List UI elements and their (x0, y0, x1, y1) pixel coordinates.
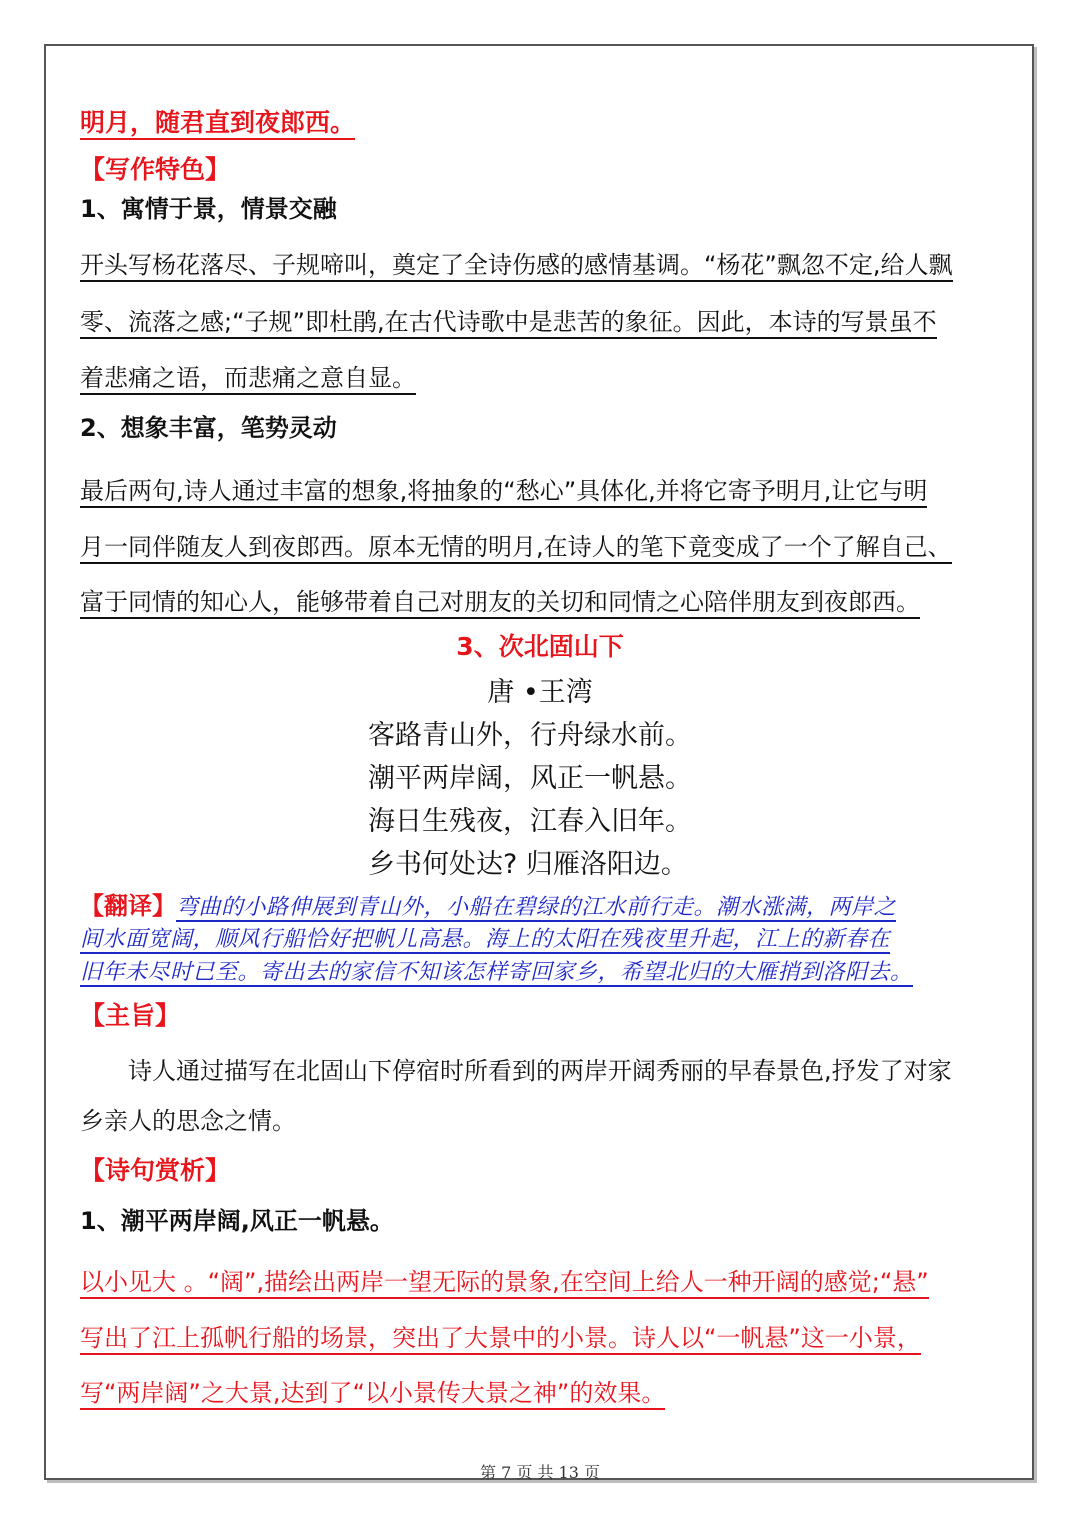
poem-line-2: 潮平两岸阔，风正一帆悬。 (368, 763, 692, 794)
poem-line-1: 客路青山外，行舟绿水前。 (368, 720, 692, 751)
theme-heading: 【主旨】 (80, 1001, 181, 1030)
feature-2-line-3: 富于同情的知心人，能够带着自己对朋友的关切和同情之心陪伴朋友到夜郎西。 (80, 582, 920, 617)
translation-line-3: 旧年未尽时已至。寄出去的家信不知该怎样寄回家乡，希望北归的大雁捎到洛阳去。 (80, 960, 913, 985)
feature-1-line-3: 着悲痛之语，而悲痛之意自显。 (80, 358, 416, 393)
theme-line-1: 诗人通过描写在北固山下停宿时所看到的两岸开阔秀丽的早春景色,抒发了对家 (128, 1057, 952, 1085)
poem-closing-line: 明月，随君直到夜郎西。 (80, 103, 364, 139)
feature-1-line-1: 开头写杨花落尽、子规啼叫，奠定了全诗伤感的感情基调。“杨花”飘忽不定,给人飘 (80, 245, 953, 280)
translation-line-2: 间水面宽阔，顺风行船恰好把帆儿高悬。海上的太阳在残夜里升起，江上的新春在 (80, 927, 891, 952)
feature-1-title: 1、寓情于景，情景交融 (80, 195, 337, 223)
appreciation-1-line-1: 以小见大 。“阔”,描绘出两岸一望无际的景象,在空间上给人一种开阔的感觉;“悬” (80, 1262, 929, 1297)
feature-2-title: 2、想象丰富，笔势灵动 (80, 414, 337, 442)
writing-features-heading: 【写作特色】 (80, 155, 231, 184)
appreciation-heading: 【诗句赏析】 (80, 1156, 231, 1185)
poem-line-3: 海日生残夜，江春入旧年。 (368, 806, 692, 837)
feature-2-line-2: 月一同伴随友人到夜郎西。原本无情的明月,在诗人的笔下竟变成了一个了解自己、 (80, 527, 952, 562)
translation-label: 【翻译】 (80, 892, 176, 920)
appreciation-1-line-3: 写“两岸阔”之大景,达到了“以小景传大景之神”的效果。 (80, 1373, 665, 1408)
poem-title: 3、次北固山下 (456, 632, 624, 661)
appreciation-1-title: 1、潮平两岸阔,风正一帆悬。 (80, 1207, 394, 1235)
page-footer: 第 7 页 共 13 页 (480, 1463, 600, 1482)
feature-2-line-1: 最后两句,诗人通过丰富的想象,将抽象的“愁心”具体化,并将它寄予明月,让它与明 (80, 471, 927, 506)
appreciation-1-line-2: 写出了江上孤帆行船的场景，突出了大景中的小景。诗人以“一帆悬”这一小景， (80, 1318, 921, 1353)
theme-line-2: 乡亲人的思念之情。 (80, 1107, 296, 1135)
poem-line-4: 乡书何处达? 归雁洛阳边。 (368, 849, 688, 880)
poem-author: 唐 •王湾 (487, 677, 593, 708)
feature-1-line-2: 零、流落之感;“子规”即杜鹃,在古代诗歌中是悲苦的象征。因此，本诗的写景虽不 (80, 302, 937, 337)
translation-line-1: 【翻译】弯曲的小路伸展到青山外，小船在碧绿的江水前行走。潮水涨满，两岸之 (80, 892, 897, 920)
